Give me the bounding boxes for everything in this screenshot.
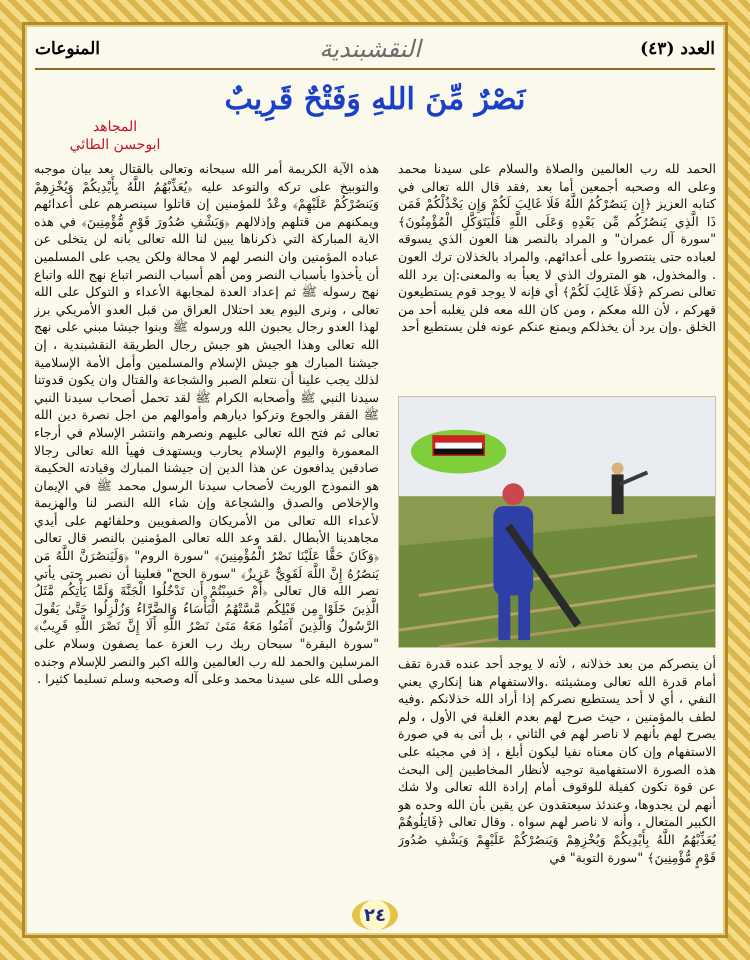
masthead-logo: النقشبندية (319, 35, 421, 63)
paragraph: هذه الآية الكريمة أمر الله سبحانه وتعالى بالقتال بعد بيان موجبه والتوبيخ على تركه والتوعد عليه ﴿يُعَذِّبْهُمُ اللَّهُ بِأَيْدِيكُمْ وَيُخْزِهِمْ وَيَنصُرْكُمْ عَلَيْهِمْ﴾ وعْدٌ للمؤمنين إن قاتلوا سينصرهم على أعدائهم ويمكنهم من قتلهم وإذلالهم ﴿وَيَشْفِ صُدُورَ قَوْمٍ مُّؤْمِنِينَ﴾ في هذه الاية المباركة التي ذكرناها يبين لنا الله تعالى بانه لن يتخلى عن عباده المؤمنين وان النصر لهم لا محالة ولكن يجب على المسلمين أن يأخذوا بأسباب النصر ومن أهم أسباب النصر اتباع نهج الله واتباع نهج رسوله ﷺ ثم إعداد العدة لمجابهة الأعداء و التوكل على الله تعالى ، ونرى اليوم بعد احتلال العراق من قبل العدو الأمريكي برز لهذا العدو رجال يحبون الله ورسوله ﷺ وبنوا جيشا مبني على نهج الله تعالى وهذا الجيش هو جيش رجال الطريقة النقشبندية ، إن جيشنا المبارك هو جيش الإسلام والمسلمين وأمل الأمة الإسلامية لذلك يجب علينا أن نتعلم الصبر والشجاعة والقتال وان يكون قدوتنا سيدنا النبي ﷺ وأصحابه الكرام ﷺ لقد تحمل أصحاب سيدنا النبي ﷺ الفقر والجوع وتركوا ديارهم وأموالهم من اجل نصرة دين الله تعالى ثم فتح الله تعالى عليهم ونصرهم وانتشر الإسلام في أرجاء المعمورة واليوم الإسلام يحارب ويستهدف فهيأ الله تعالى رجالا صادقين يدافعون عن هذا الدين إن جيشنا المبارك وقيادته الحكيمة هو النموذج الوريث لأصحاب سيدنا الرسول محمد ﷺ في الإيمان والإخلاص والصدق والشجاعة وإن شاء الله النصر لنا والهزيمة لأعداء الله تعالى من الأمريكان والصفويين وحلفائهم على أيدي مجاهدينا الأبطال .لقد وعد الله تعالى المؤمنين بالنصر قال تعالى ﴿وَكَانَ حَقًّا عَلَيْنَا نَصْرُ الْمُؤْمِنِينَ﴾ "سورة الروم" ﴿وَلَيَنصُرَنَّ اللَّهُ مَن يَنصُرُهُ إِنَّ اللَّهَ لَقَوِيٌّ عَزِيزٌ﴾ "سورة الحج" فعلينا أن نصبر حتى يأتي نصر الله قال تعالى ﴿أَمْ حَسِبْتُمْ أَن تَدْخُلُوا الْجَنَّةَ وَلَمَّا يَأْتِكُم مَّثَلُ الَّذِينَ خَلَوْا مِن قَبْلِكُم مَّسَّتْهُمُ الْبَأْسَاءُ وَالضَّرَّاءُ وَزُلْزِلُوا حَتَّىٰ يَقُولَ الرَّسُولُ وَالَّذِينَ آمَنُوا مَعَهُ مَتَىٰ نَصْرُ اللَّهِ أَلَا إِنَّ نَصْرَ اللَّهِ قَرِيبٌ﴾ "سورة البقرة" سبحان ربك رب العزة عما يصفون وسلام على المرسلين والحمد لله رب العالمين والله اكبر والنصر للإسلام وجنده وصلى الله على سيدنا محمد وعلى آله وصحبه وسلم تسليما كثيرا . (34, 161, 379, 687)
issue-number: العدد (٤٣) (640, 39, 715, 59)
page-number: ٢٤ (352, 900, 398, 930)
column-right-bottom (398, 655, 716, 905)
paragraph: أن ينصركم من بعد خذلانه ، لأنه لا يوجد أحد عنده قدرة تقف أمام قدرة الله تعالى ومشيئته .والاستفهام هنا إنكاري يعني النفي ، أي لا أحد يستطيع نصركم إذا أراد الله خذلانكم .وفيه لطف بالمؤمنين ، حيث صرح لهم بعدم الغلبة في الأول ، ولم يصرح لهم بأنهم لا ناصر لهم في الثاني ، بل أتى به في صورة الاستفهام وإن كان معناه نفيا ليكون أبلغ ، إذ في مجيئه على هذه الصورة الاستفهامية توجيه لأنظار المخاطبين إلى البحث عن قوة تكون كفيلة للوقوف أمام إرادة الله تعالى ولا شك أنهم لن يجدوها، وعندئذ سيعتقدون عن يقين بأن الله وحده هو الكبير المتعال ، وأنه لا ناصر لهم سواه . وقال تعالى ﴿قَاتِلُوهُمْ يُعَذِّبْهُمُ اللَّهُ بِأَيْدِيكُمْ وَيُخْزِهِمْ وَيَنصُرْكُمْ عَلَيْهِمْ وَيَشْفِ صُدُورَ قَوْمٍ مُّؤْمِنِينَ﴾ "سورة التوبة" في (398, 656, 716, 865)
article-photo (398, 396, 716, 648)
section-name: المنوعات (35, 39, 100, 59)
article-title: نَصْرٌ مِّنَ اللهِ وَفَتْحٌ قَرِيبٌ (224, 82, 526, 117)
column-left (34, 160, 379, 890)
photo-mujahideen-field (399, 397, 715, 647)
column-right-top (398, 160, 716, 388)
author-prefix: المجاهد (92, 119, 138, 135)
author-name: ابوحسن الطائي (69, 137, 161, 153)
page-header (35, 30, 715, 70)
paragraph: الحمد لله رب العالمين والصلاة والسلام على سيدنا محمد وعلى اله وصحبه أجمعين أما بعد ,فقد قال الله تعالى في كتابه العزيز ﴿إِن يَنصُرْكُمُ اللَّهُ فَلَا غَالِبَ لَكُمْ وَإِن يَخْذُلْكُمْ فَمَن ذَا الَّذِي يَنصُرُكُم مِّن بَعْدِهِ وَعَلَى اللَّهِ فَلْيَتَوَكَّلِ الْمُؤْمِنُونَ﴾ "سورة آل عمران" و المراد بالنصر هنا العون الذي يسوقه لعباده حتى ينتصروا على أعدائهم. والمراد بالخذلان ترك العون . والمخذول، هو المتروك الذي لا يعبأ به والمعنى:إن يرد الله تعالى نصركم ﴿فَلَا غَالِبَ لَكُمْ﴾ أي فإنه لا يوجد قوم يستطيعون قهركم ، لأن الله معكم ، ومن كان الله معه فلن يغلبه أحد من الخلق .وإن يرد أن يخذلكم ويمنع عنكم عونه فلن يستطيع أحد (398, 161, 716, 335)
author-byline (60, 118, 170, 154)
